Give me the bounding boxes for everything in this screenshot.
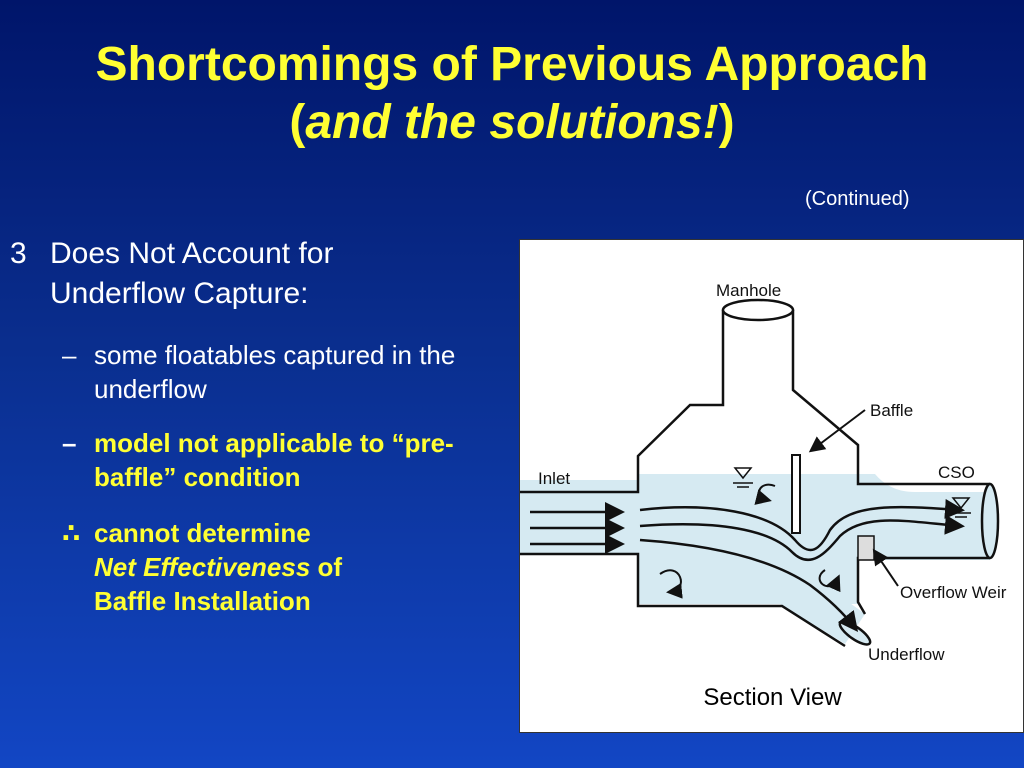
manhole-label: Manhole <box>716 281 782 300</box>
dash-marker: – <box>62 428 77 458</box>
bullet-text: Does Not Account for Underflow Capture: <box>50 237 334 310</box>
underflow-label: Underflow <box>868 645 945 664</box>
slide-title <box>0 36 1024 152</box>
baffle-plate <box>792 455 800 533</box>
cso-section-diagram <box>520 240 1024 680</box>
cso-label: CSO <box>938 463 975 482</box>
chamber-wall-right <box>793 310 990 484</box>
title-italic: and the solutions! <box>305 96 719 149</box>
subpoint-text: model not applicable to “pre-baffle” condition <box>94 428 454 492</box>
title-paren-close: ) <box>718 96 735 149</box>
net-effectiveness: Net Effectiveness <box>94 552 311 582</box>
title-line-2 <box>0 94 1024 152</box>
section-view-panel <box>519 239 1024 733</box>
overflow-weir-block <box>858 536 874 560</box>
overflow-weir-label: Overflow Weir <box>900 583 1007 602</box>
conclusion-line-2 <box>94 550 524 584</box>
manhole-top <box>723 300 793 320</box>
subpoint-text: some floatables captured in the underflow <box>94 340 456 404</box>
conclusion-text <box>94 516 524 618</box>
continued-note: (Continued) <box>805 188 910 210</box>
section-view-caption: Section View <box>703 684 842 711</box>
bullet-number: 3 <box>10 237 27 270</box>
chamber-wall-left <box>520 310 723 492</box>
conclusion-of: of <box>317 552 343 582</box>
cso-pipe-end <box>982 484 998 558</box>
inlet-label: Inlet <box>538 469 571 488</box>
cso-pipe-water <box>858 474 990 560</box>
baffle-label: Baffle <box>870 401 914 420</box>
therefore-symbol: ∴ <box>62 518 81 548</box>
conclusion-line-1: cannot determine <box>94 518 311 548</box>
title-paren-open: ( <box>289 96 306 149</box>
conclusion-line-3: Baffle Installation <box>94 586 311 616</box>
title-line-1: Shortcomings of Previous Approach <box>95 38 929 91</box>
dash-marker: – <box>62 340 77 370</box>
